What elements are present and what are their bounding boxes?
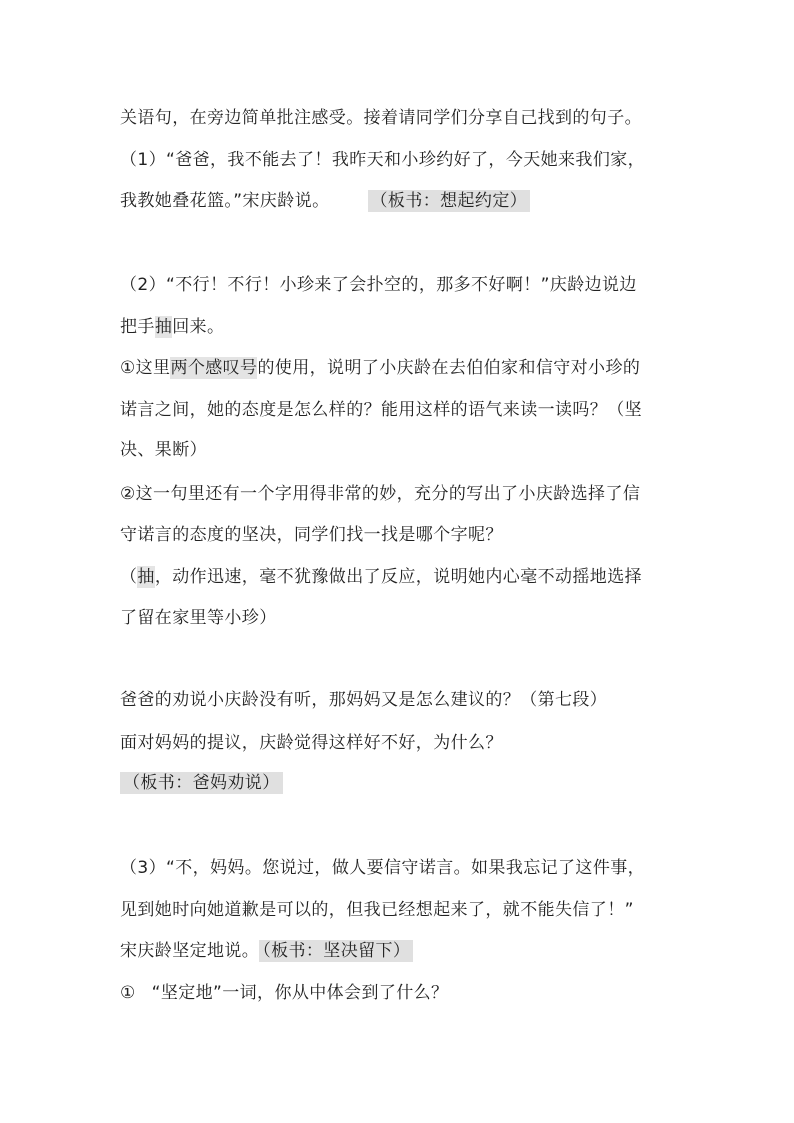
- question-text: “坚定地”一词，你从中体会到了什么？: [151, 983, 449, 1003]
- paragraph-text: 关语句，在旁边简单批注感受。接着请同学们分享自己找到的句子。: [120, 108, 642, 128]
- text-line: [120, 856, 714, 880]
- question-text-cont: 的使用，说明了小庆龄在去伯伯家和信守对小珍的: [257, 358, 641, 378]
- answer-text: 了留在家里等小珍）: [120, 608, 277, 628]
- quote-2-text: （2）“不行！不行！小珍来了会扑空的，那多不好啊！”庆龄边说边: [120, 275, 637, 295]
- highlighted-word: 抽: [137, 567, 155, 587]
- board-note-2: （板书：爸妈劝说）: [120, 772, 283, 794]
- text-line: [120, 398, 714, 422]
- answer-text-cont: ，动作迅速，毫不犹豫做出了反应，说明她内心毫不动摇地选择: [154, 567, 643, 587]
- quote-1-text-cont: 我教她叠花篮。”宋庆龄说。: [120, 191, 330, 211]
- answer-text: 决、果断）: [120, 440, 207, 460]
- quote-2-text-cont: 把手: [120, 317, 155, 337]
- text-line: [120, 273, 714, 297]
- text-line: [120, 898, 714, 922]
- text-line: [120, 606, 714, 630]
- quote-3-text-end: 宋庆龄坚定地说。: [120, 941, 260, 961]
- question-text: 诺言之间，她的态度是怎么样的？能用这样的语气来读一读吗？（坚: [120, 400, 642, 420]
- text-line: [120, 315, 714, 339]
- text-line: [120, 106, 714, 130]
- answer-text: （: [120, 567, 138, 587]
- quote-3-text-cont: 见到她时向她道歉是可以的，但我已经想起来了，就不能失信了！”: [120, 900, 634, 920]
- text-line: [120, 438, 714, 462]
- text-line: [120, 688, 714, 712]
- text-line: [120, 523, 714, 547]
- quote-3-text: （3）“不，妈妈。您说过，做人要信守诺言。如果我忘记了这件事，: [120, 858, 646, 878]
- highlighted-word: 抽: [154, 317, 173, 337]
- quote-2-text-end: 回来。: [172, 317, 225, 337]
- text-line: [120, 981, 714, 1005]
- text-line: [120, 189, 714, 213]
- text-line: [120, 482, 714, 506]
- item-number: ①: [120, 983, 136, 1003]
- board-note-1: （板书：想起约定）: [368, 190, 531, 212]
- highlighted-phrase: 两个感叹号: [170, 358, 258, 378]
- quote-1-text: （1）“爸爸，我不能去了！我昨天和小珍约好了，今天她来我们家，: [120, 150, 646, 170]
- question-text: 守诺言的态度的坚决，同学们找一找是哪个字呢？: [120, 525, 503, 545]
- question-text: ①这里: [120, 358, 171, 378]
- board-note-3: （板书：坚决留下）: [259, 940, 413, 962]
- question-text: ②这一句里还有一个字用得非常的妙，充分的写出了小庆龄选择了信: [120, 484, 641, 504]
- text-line: [120, 148, 714, 172]
- text-line: [120, 356, 714, 380]
- paragraph-text: 面对妈妈的提议，庆龄觉得这样好不好，为什么？: [120, 733, 503, 753]
- text-line: [120, 731, 714, 755]
- text-line: [120, 939, 714, 963]
- text-line: [120, 565, 714, 589]
- paragraph-text: 爸爸的劝说小庆龄没有听，那妈妈又是怎么建议的？（第七段）: [120, 690, 608, 710]
- text-line: [120, 771, 714, 795]
